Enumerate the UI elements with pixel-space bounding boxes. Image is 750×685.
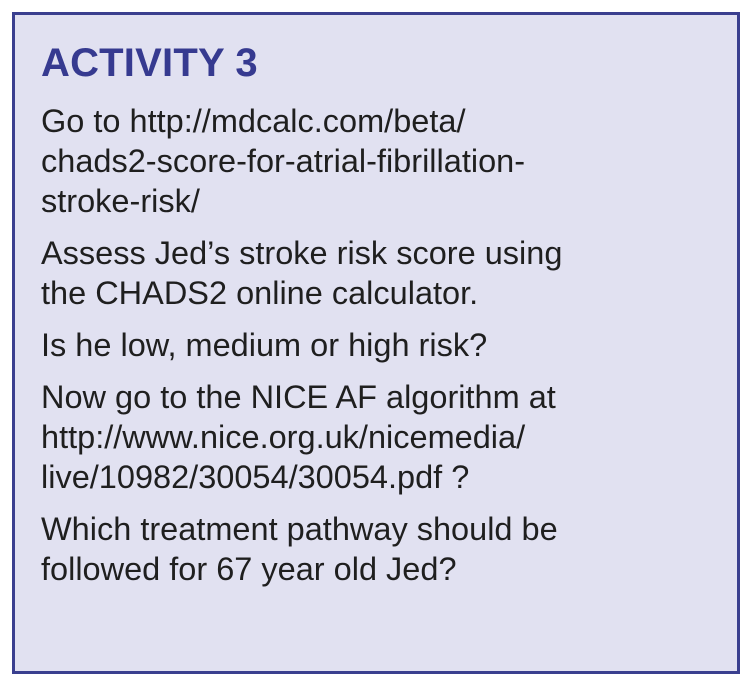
- text-line: Is he low, medium or high risk?: [41, 327, 488, 363]
- instruction-nice-algorithm: [41, 377, 713, 497]
- text-line: Go to http://mdcalc.com/beta/: [41, 103, 466, 139]
- question-risk-level: [41, 325, 713, 365]
- text-line: followed for 67 year old Jed?: [41, 551, 457, 587]
- text-line: stroke-risk/: [41, 183, 200, 219]
- activity-box: [12, 12, 740, 674]
- text-line: chads2-score-for-atrial-fibrillation-: [41, 143, 526, 179]
- activity-title: ACTIVITY 3: [41, 41, 258, 85]
- text-line: http://www.nice.org.uk/nicemedia/: [41, 419, 526, 455]
- instruction-mdcalc-link: [41, 101, 713, 221]
- text-line: Assess Jed’s stroke risk score using: [41, 235, 563, 271]
- text-line: Which treatment pathway should be: [41, 511, 558, 547]
- question-treatment-pathway: [41, 509, 713, 589]
- text-line: live/10982/30054/30054.pdf ?: [41, 459, 470, 495]
- instruction-assess-risk: [41, 233, 713, 313]
- text-line: the CHADS2 online calculator.: [41, 275, 479, 311]
- text-line: Now go to the NICE AF algorithm at: [41, 379, 556, 415]
